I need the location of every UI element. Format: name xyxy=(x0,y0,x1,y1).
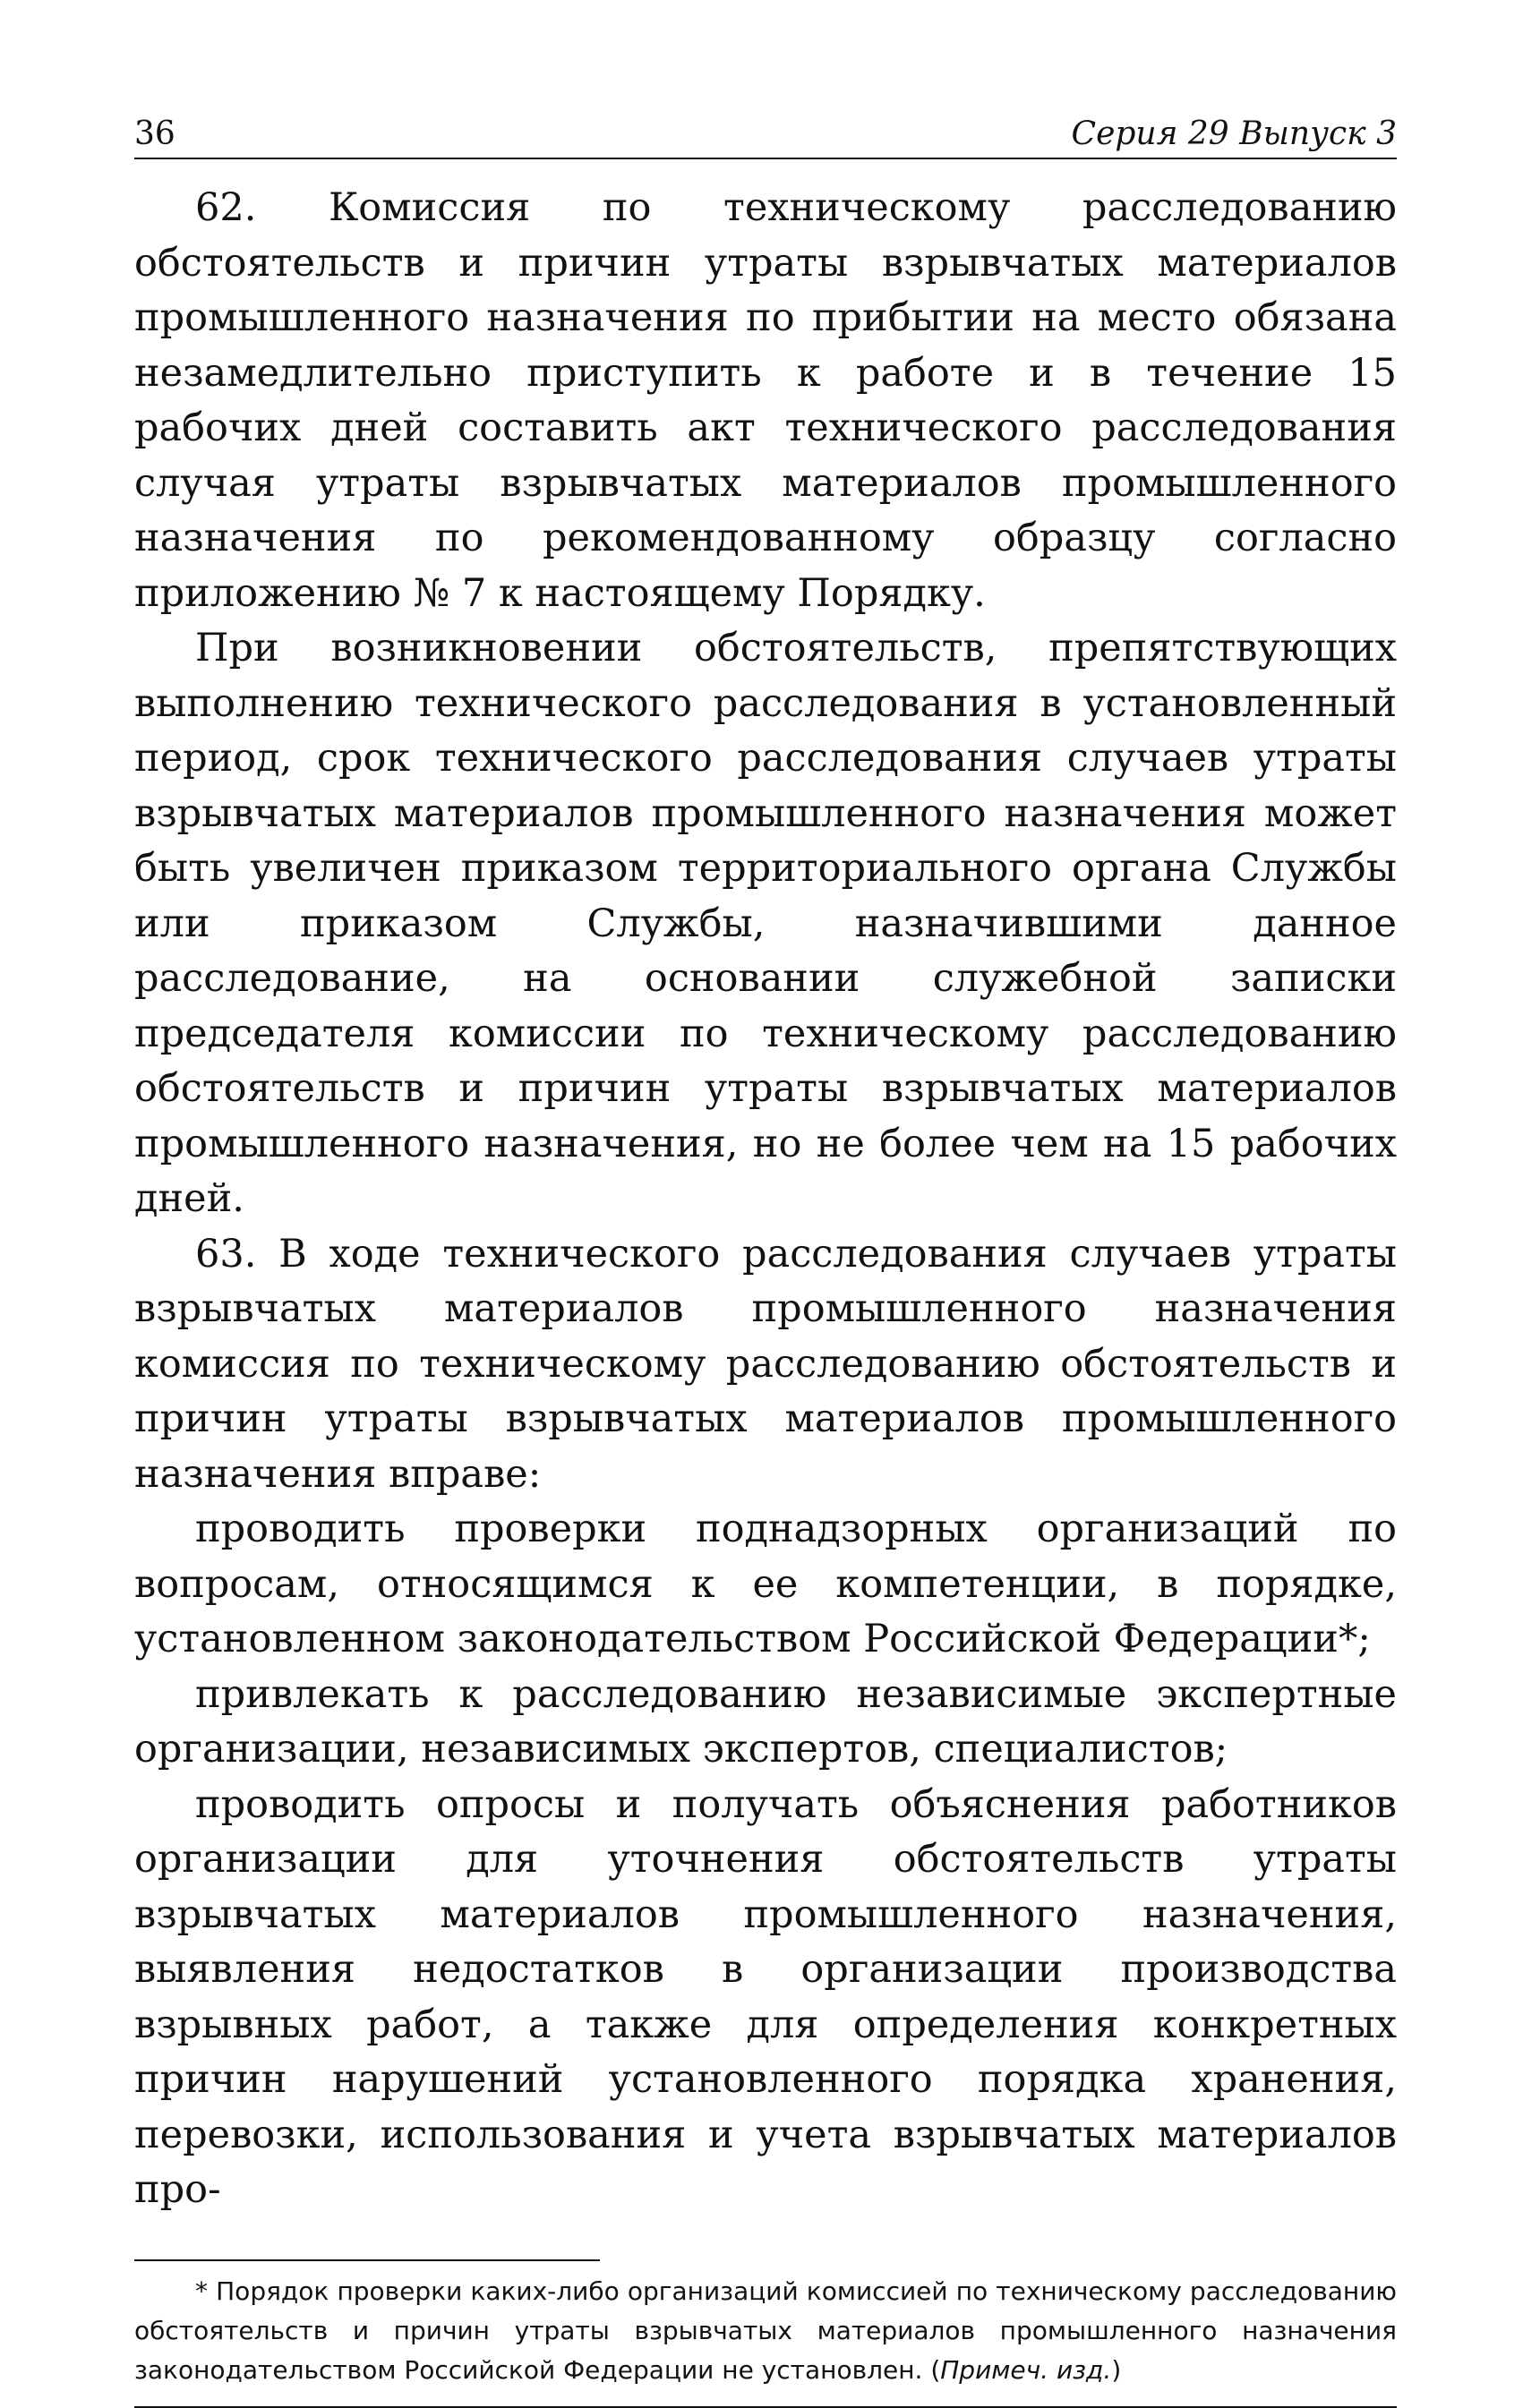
footnote-text: * Порядок проверки каких-либо организаций комиссией по техническому расследованию обстоятельств и причин утраты взрывчатых материалов промышленного назначения законодательством Российской Федерации не установлен. ( xyxy=(134,2276,1397,2385)
paragraph-interviews: проводить опросы и получать объяснения работников организации для уточнения обстоятельств утраты взрывчатых материалов промышленного назначения, выявления недостатков в организации производства взрывных работ, а также для определения конкретных причин нарушений установленного порядка хранения, перевозки, использования и учета взрывчатых материалов про- xyxy=(134,1781,1397,2212)
footnote-closing: ) xyxy=(1111,2354,1122,2385)
paragraph-extension: При возникновении обстоятельств, препятствующих выполнению технического расследования в установленный период, срок технического расследования случаев утраты взрывчатых материалов промышленного назначения может быть увеличен приказом территориального органа Службы или приказом Службы, назначившими данное расследование, на основании служебной записки председателя комиссии по техническому расследованию обстоятельств и причин утраты взрывчатых материалов промышленного назначения, но не более чем на 15 рабочих дней. xyxy=(134,626,1397,1221)
paragraph-62: 62. Комиссия по техническому расследованию обстоятельств и причин утраты взрывчатых материалов промышленного назначения по прибытии на место обязана незамедлительно приступить к работе и в течение 15 рабочих дней составить акт технического расследования случая утраты взрывчатых материалов промышленного назначения по рекомендованному образцу согласно приложению № 7 к настоящему Порядку. xyxy=(134,185,1397,616)
footnote xyxy=(134,2272,1397,2390)
paragraph-experts: привлекать к расследованию независимые экспертные организации, независимых экспертов, специалистов; xyxy=(134,1671,1397,1772)
page xyxy=(134,115,1397,2408)
paragraph-63: 63. В ходе технического расследования случаев утраты взрывчатых материалов промышленного назначения комиссия по техническому расследованию обстоятельств и причин утраты взрывчатых материалов промышленного назначения вправе: xyxy=(134,1231,1397,1497)
body-text xyxy=(134,181,1397,2218)
bottom-rule xyxy=(134,2406,1397,2408)
running-header xyxy=(134,115,1397,159)
page-number: 36 xyxy=(134,115,175,152)
series-label: Серия 29 Выпуск 3 xyxy=(1071,115,1397,152)
footnote-rule xyxy=(134,2259,600,2261)
paragraph-inspections: проводить проверки поднадзорных организаций по вопросам, относящимся к ее компетенции, в порядке, установленном законодательством Российской Федерации*; xyxy=(134,1507,1397,1661)
footnote-note-tag: Примеч. изд. xyxy=(940,2354,1112,2385)
